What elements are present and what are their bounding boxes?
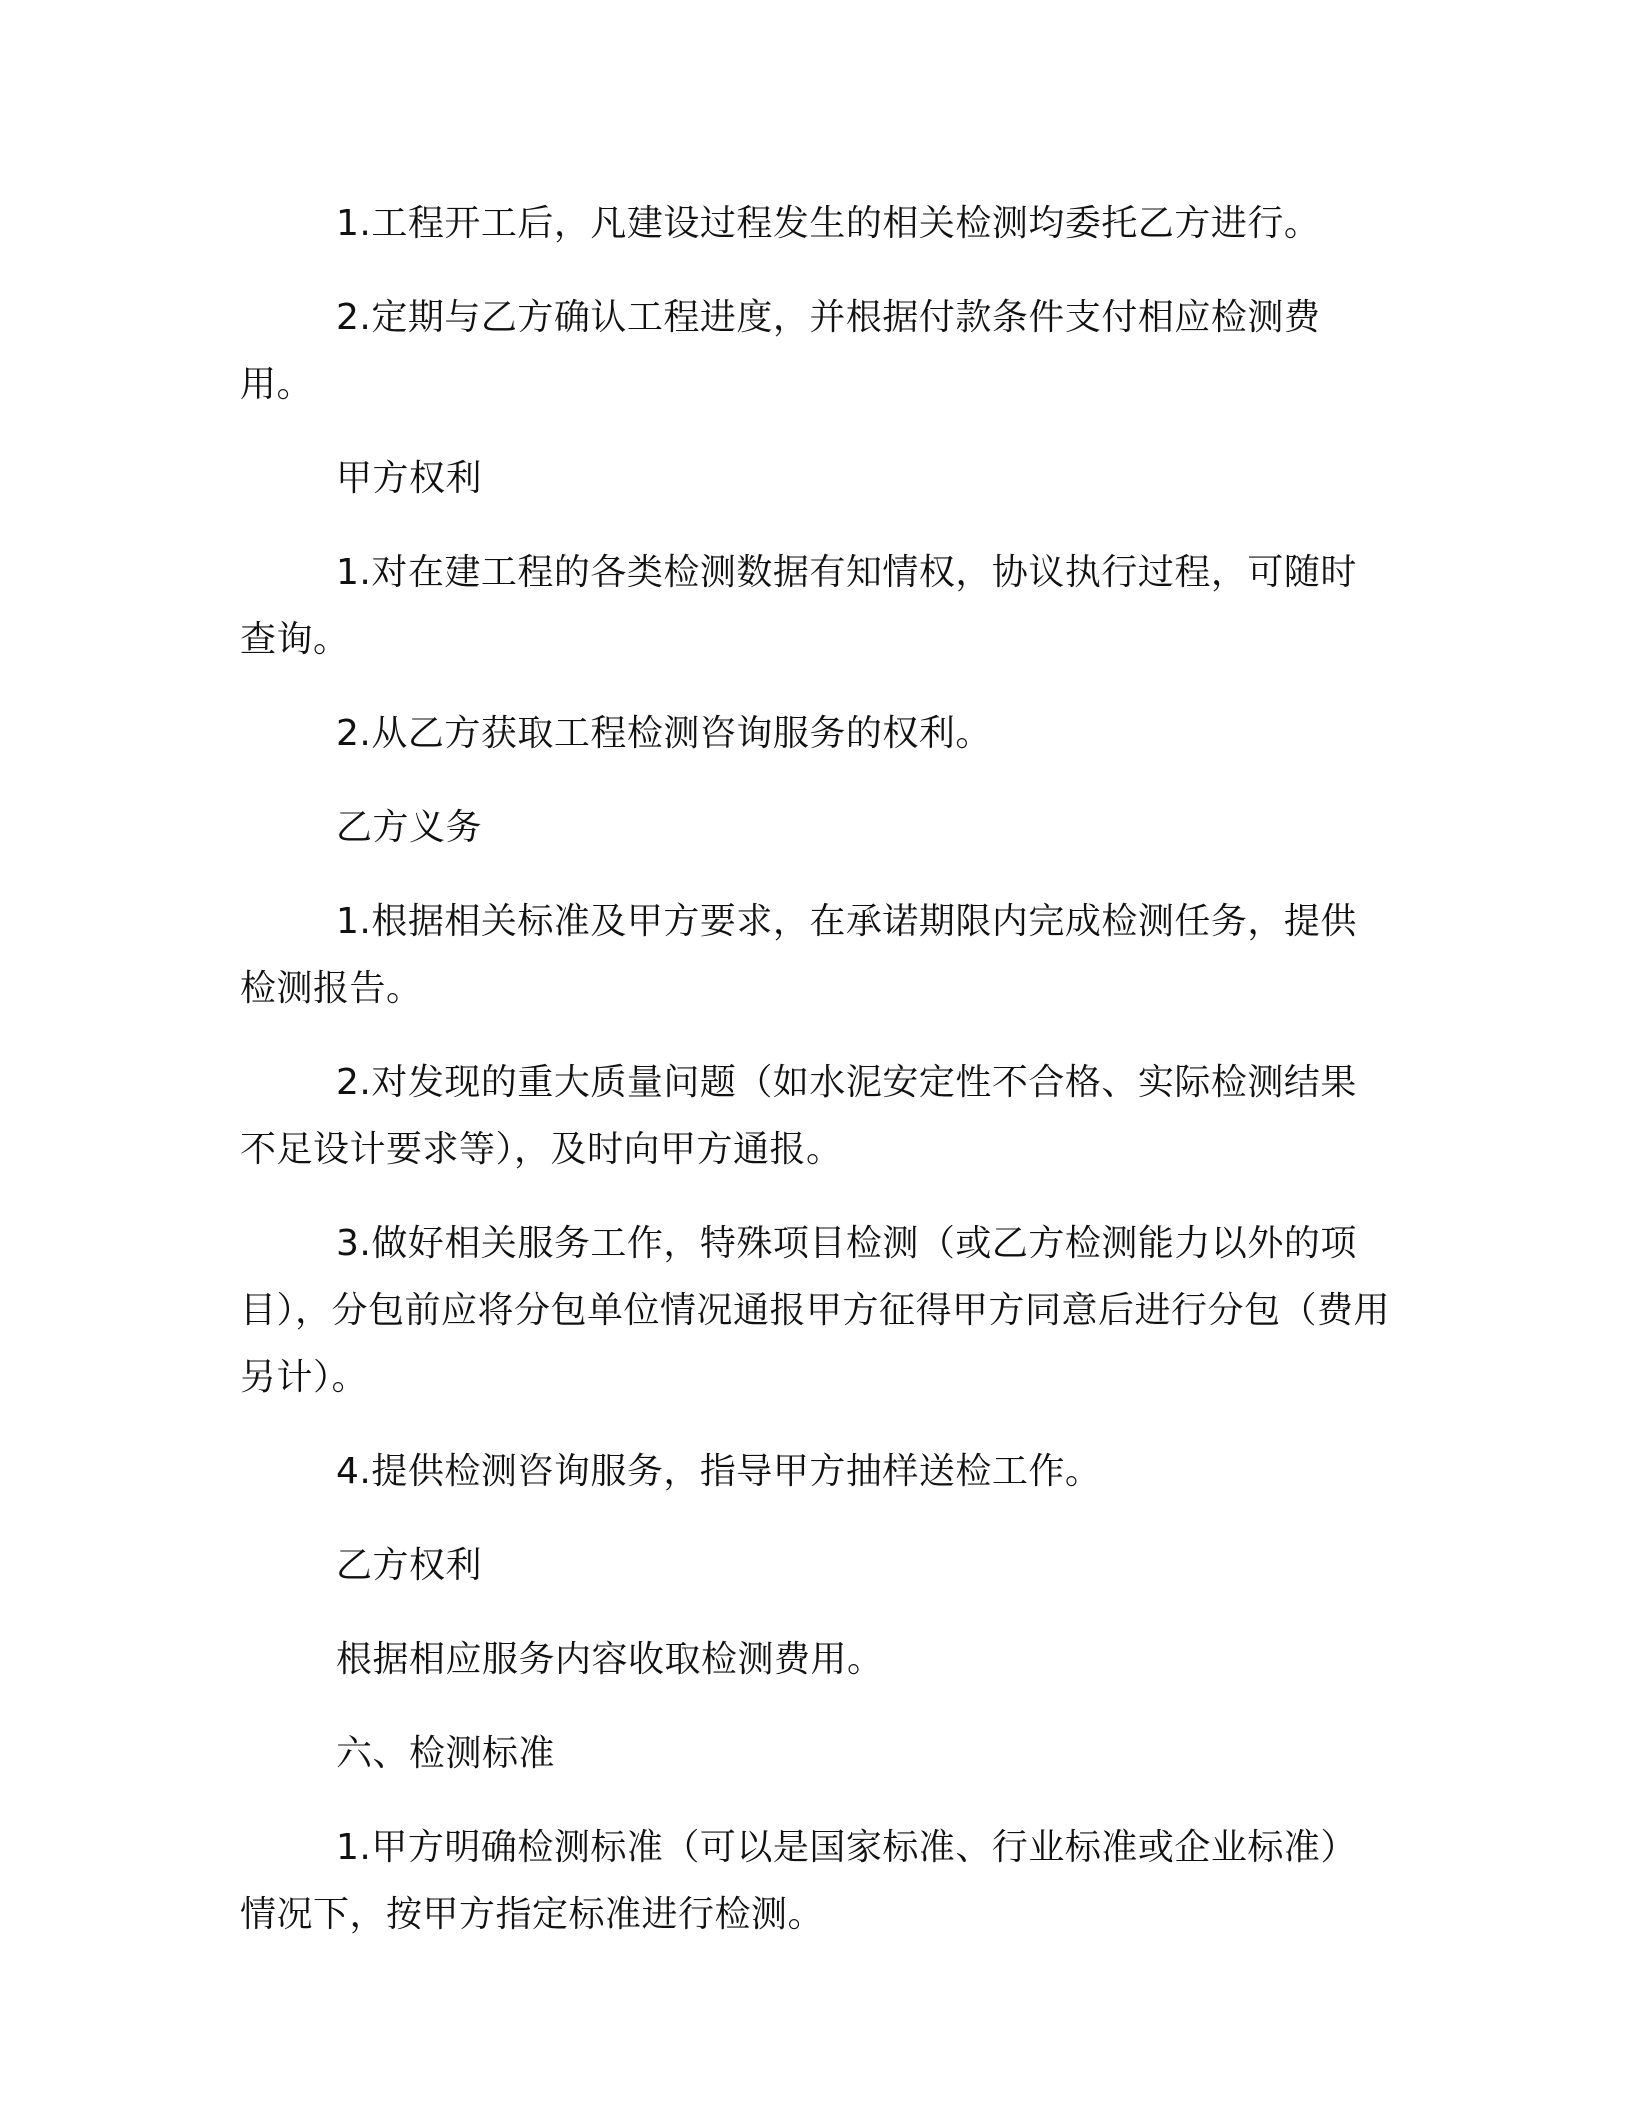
clause-party-b-obligation-1: 1.根据相关标准及甲方要求，在承诺期限内完成检测任务，提供检测报告。 [240, 901, 1357, 1009]
clause-party-b-right-1: 根据相应服务内容收取检测费用。 [336, 1639, 884, 1680]
clause-standard-1: 1.甲方明确检测标准（可以是国家标准、行业标准或企业标准）情况下，按甲方指定标准进行检测。 [240, 1827, 1357, 1935]
clause-party-b-obligation-4: 4.提供检测咨询服务，指导甲方抽样送检工作。 [336, 1451, 1102, 1492]
heading-party-b-rights: 乙方权利 [336, 1545, 483, 1586]
document-body [240, 190, 1390, 1975]
heading-party-a-rights: 甲方权利 [336, 458, 483, 499]
heading-party-b-obligations: 乙方义务 [336, 807, 483, 848]
clause-party-a-right-1: 1.对在建工程的各类检测数据有知情权，协议执行过程，可随时查询。 [240, 552, 1357, 660]
clause-party-b-obligation-2: 2.对发现的重大质量问题（如水泥安定性不合格、实际检测结果不足设计要求等），及时向甲方通报。 [240, 1062, 1357, 1170]
heading-section-six: 六、检测标准 [336, 1733, 556, 1774]
clause-party-b-obligation-3: 3.做好相关服务工作，特殊项目检测（或乙方检测能力以外的项目），分包前应将分包单位情况通报甲方征得甲方同意后进行分包（费用另计）。 [240, 1223, 1391, 1398]
clause-party-a-obligation-2: 2.定期与乙方确认工程进度，并根据付款条件支付相应检测费用。 [240, 297, 1321, 405]
clause-party-a-obligation-1: 1.工程开工后，凡建设过程发生的相关检测均委托乙方进行。 [336, 203, 1321, 244]
clause-party-a-right-2: 2.从乙方获取工程检测咨询服务的权利。 [336, 713, 992, 754]
